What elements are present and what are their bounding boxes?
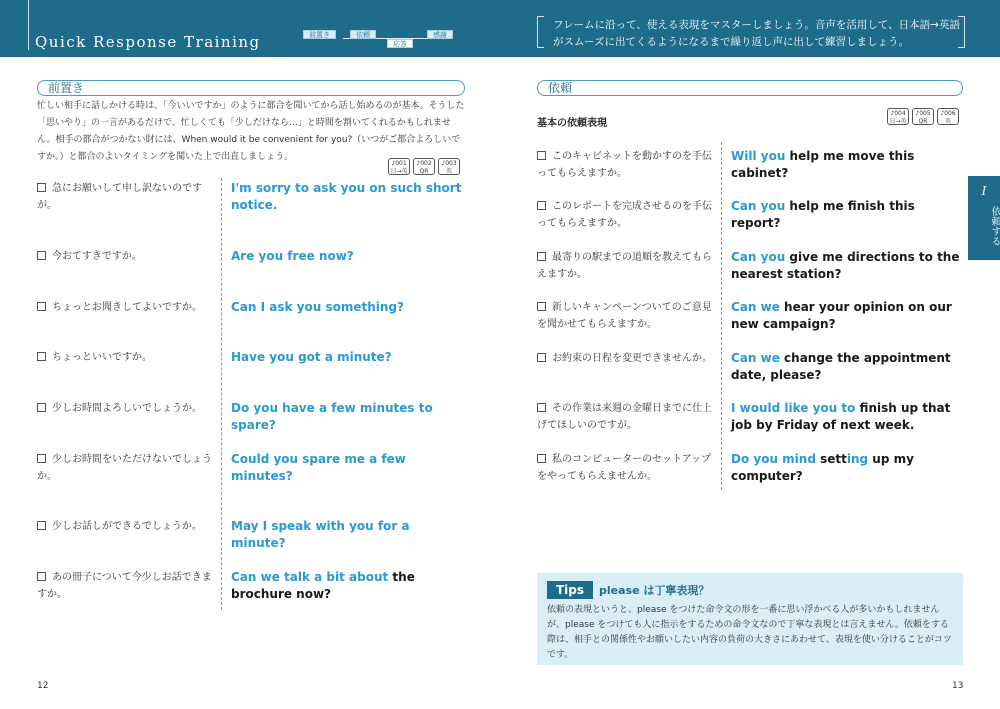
english-answer: [731, 299, 963, 333]
english-answer: [731, 148, 963, 182]
english-answer: [231, 400, 465, 434]
audio-tracks-right: [887, 108, 959, 125]
section-header-irai: [537, 80, 963, 96]
frame-flow: [303, 28, 463, 50]
column-divider-left: [221, 178, 222, 610]
tips-tag: Tips: [547, 581, 593, 599]
audio-icon[interactable]: ♪004 日→英: [887, 108, 909, 125]
english-answer: [731, 198, 963, 232]
japanese-text: このキャビネットを動かすのを手伝ってもらえますか。: [537, 151, 712, 179]
audio-icon[interactable]: ♪005 QR: [912, 108, 934, 125]
japanese-prompt: [37, 180, 215, 214]
key-expression: Can we: [731, 300, 785, 314]
intro-paragraph: 忙しい相手に話しかける時は、「今いいですか」のように都合を聞いてから話し始めるのが基本。そうした「思いやり」の一言があるだけで、忙しくても「少しだけなら…」と時間を割いてくれるかもしれません。相手の都合がつかない財には、When would it be convenient for you?（いつがご都合よろしいですか。）と都合のよいタイミングを聞いた上で出直しましょう。: [37, 101, 465, 162]
checkbox[interactable]: [37, 572, 46, 581]
key-expression: Can you: [731, 250, 790, 264]
page-number-right: 13: [952, 681, 964, 691]
tips-box: [537, 573, 963, 665]
english-answer: [231, 451, 465, 485]
key-expression: I would like you to: [731, 401, 860, 415]
audio-icon[interactable]: ♪006 英: [937, 108, 959, 125]
key-expression: Could you spare me a few minutes?: [231, 452, 406, 483]
english-answer: [231, 248, 465, 265]
key-expression: Can I ask you something?: [231, 300, 404, 314]
key-expression: Have you got a minute?: [231, 350, 392, 364]
english-answer: [231, 180, 465, 214]
brand-title: Quick Response Training: [35, 33, 261, 51]
phrase-content: hear your opinion on our new campaign?: [731, 300, 952, 331]
japanese-prompt: [537, 350, 715, 367]
japanese-text: お約束の日程を変更できませんか。: [552, 353, 712, 364]
flow-step-irai: 依頼: [350, 30, 376, 39]
audio-tracks-left: [388, 158, 460, 175]
audio-icon[interactable]: ♪003 英: [438, 158, 460, 175]
phrase-content: give me directions to the nearest station?: [731, 250, 960, 281]
japanese-text: 私のコンピューターのセットアップをやってもらえませんか。: [537, 454, 711, 482]
japanese-text: 最寄りの駅までの道順を教えてもらえますか。: [537, 252, 712, 280]
column-divider-right: [721, 142, 722, 490]
english-answer: [231, 349, 465, 366]
intro-text: フレームに沿って、使える表現をマスターしましょう。音声を活用して、日本語→英語がスムーズに出てくるようになるまで繰り返し声に出して練習しましょう。: [553, 19, 960, 48]
key-expression: Will you: [731, 149, 790, 163]
japanese-prompt: [37, 299, 215, 316]
subsection-title: 基本の依頼表現: [537, 118, 607, 129]
intro-bracket-right: [958, 16, 965, 48]
chapter-tab[interactable]: [968, 176, 1000, 260]
checkbox[interactable]: [37, 454, 46, 463]
checkbox[interactable]: [537, 302, 546, 311]
key-expression: Can we: [731, 351, 785, 365]
japanese-prompt: [537, 198, 715, 232]
flow-step-outou: 応答: [387, 39, 413, 48]
japanese-text: 新しいキャンペーンついてのご意見を聞かせてもらえますか。: [537, 302, 712, 330]
key-expression: Do you have a few minutes to spare?: [231, 401, 433, 432]
checkbox[interactable]: [37, 183, 46, 192]
checkbox[interactable]: [537, 252, 546, 261]
japanese-prompt: [537, 451, 715, 485]
japanese-prompt: [37, 451, 215, 485]
phrase-content: help me move this cabinet?: [731, 149, 915, 180]
checkbox[interactable]: [537, 201, 546, 210]
page-number-left: 12: [37, 681, 49, 691]
checkbox[interactable]: [537, 353, 546, 362]
key-expression: Do you mind: [731, 452, 821, 466]
japanese-prompt: [37, 349, 215, 366]
audio-icon[interactable]: ♪001 日→英: [388, 158, 410, 175]
japanese-prompt: [37, 518, 215, 535]
japanese-text: 急にお願いして申し訳ないのですが。: [37, 183, 202, 211]
japanese-prompt: [37, 400, 215, 417]
phrase-content: finish up that job by Friday of next week.: [731, 401, 951, 432]
flow-step-kansha: 感謝: [427, 30, 453, 39]
japanese-text: 少しお話しができるでしょうか。: [52, 521, 202, 532]
brand-rule: [28, 0, 29, 50]
japanese-prompt: [37, 569, 215, 603]
english-answer: [731, 249, 963, 283]
phrase-content: help me finish this report?: [731, 199, 915, 230]
japanese-prompt: [537, 148, 715, 182]
japanese-prompt: [37, 248, 215, 265]
english-answer: [731, 451, 963, 485]
key-expression: I'm sorry to ask you on such short notice.: [231, 181, 462, 212]
phrase-content: the brochure now?: [231, 570, 415, 601]
japanese-text: ちょっといいですか。: [52, 352, 152, 363]
japanese-text: 今おてすきですか。: [52, 251, 142, 262]
audio-icon[interactable]: ♪002 QR: [413, 158, 435, 175]
header-banner: [0, 0, 1000, 57]
japanese-text: このレポートを完成させるのを手伝ってもらえますか。: [537, 201, 712, 229]
phrase-content: change the appointment date, please?: [731, 351, 951, 382]
english-answer: [731, 350, 963, 384]
phrase-content: sett: [820, 452, 847, 466]
english-answer: [731, 400, 963, 434]
japanese-prompt: [537, 249, 715, 283]
checkbox[interactable]: [537, 151, 546, 160]
key-expression: Can you: [731, 199, 790, 213]
chapter-label: 依頼する: [989, 206, 1000, 246]
japanese-prompt: [537, 299, 715, 333]
key-expression: Can we talk a bit about: [231, 570, 393, 584]
checkbox[interactable]: [537, 403, 546, 412]
phrase-content: up my computer?: [731, 452, 914, 483]
checkbox[interactable]: [37, 251, 46, 260]
key-expression: May I speak with you for a minute?: [231, 519, 410, 550]
japanese-text: 少しお時間をいただけないでしょうか。: [37, 454, 212, 482]
chapter-number: I: [981, 184, 987, 198]
checkbox[interactable]: [537, 454, 546, 463]
english-answer: [231, 299, 465, 316]
key-expression: ing: [846, 452, 869, 466]
japanese-text: ちょっとお聞きしてよいですか。: [52, 302, 202, 313]
japanese-text: あの冊子について今少しお話できますか。: [37, 572, 212, 600]
section-header-maeoki: [37, 80, 465, 96]
checkbox[interactable]: [37, 521, 46, 530]
checkbox[interactable]: [37, 302, 46, 311]
key-expression: Are you free now?: [231, 249, 354, 263]
intro-bracket-left: [537, 16, 544, 48]
flow-step-maeoki: 前置き: [303, 30, 336, 39]
japanese-text: その作業は来週の金曜日までに仕上げてほしいのですが。: [537, 403, 712, 431]
english-answer: [231, 518, 465, 552]
section-title: 前置き: [48, 81, 85, 95]
english-answer: [231, 569, 465, 603]
checkbox[interactable]: [37, 352, 46, 361]
checkbox[interactable]: [37, 403, 46, 412]
japanese-text: 少しお時間よろしいでしょうか。: [52, 403, 202, 414]
japanese-prompt: [537, 400, 715, 434]
tips-body: 依頼の表現というと、please をつけた命令文の形を一番に思い浮かべる人が多いかもしれませんが、please をつけても人に指示をするための命令文なので丁寧な表現とは言えません。依頼をする際は、相手との関係性やお願いしたい内容の負荷の大きさにあわせて、表現を使い分けることがコツです。: [547, 605, 952, 660]
tips-title: please は丁寧表現？: [599, 584, 710, 597]
section-title: 依頼: [548, 81, 573, 95]
